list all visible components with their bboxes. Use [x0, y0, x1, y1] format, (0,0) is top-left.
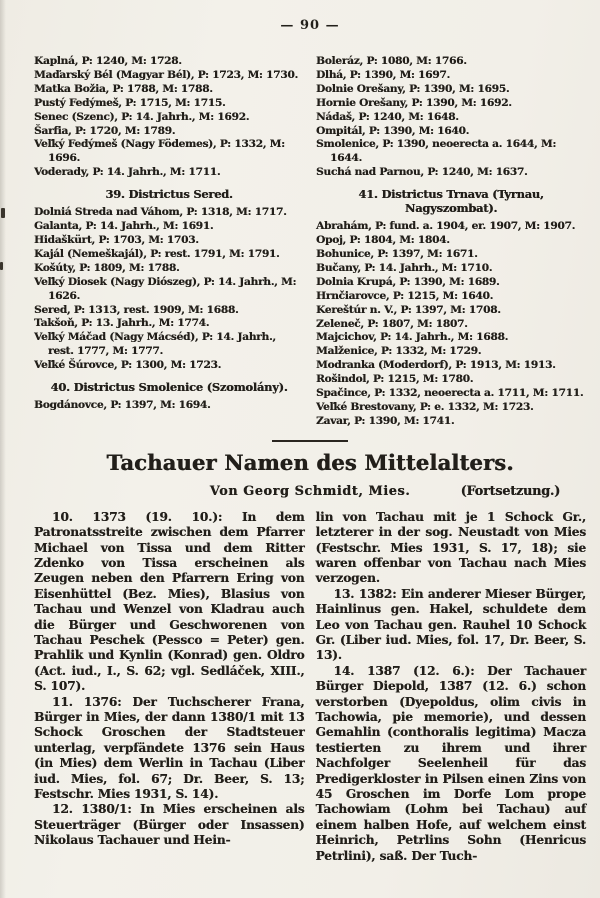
gazetteer-entry: Zavar, P: 1390, M: 1741.: [316, 414, 455, 427]
gazetteer-left-column: [34, 55, 304, 429]
gazetteer-entry: Boleráz, P: 1080, M: 1766.: [316, 55, 467, 67]
continuation-note: (Fortsetzung.): [460, 483, 560, 499]
article-byline-row: [34, 484, 586, 499]
scan-artifact: [0, 262, 3, 270]
article-body: [34, 510, 586, 864]
article-paragraph-10: 10. 1373 (19. 10.): In dem Patronatsstreite zwischen dem Pfarrer Michael von Tissa und dem Ritter Zdenko von Tissa erscheinen als Zeugen neben den Pfarrern Ering von Eisenhüttel (Bez. Mies), Blasius von Tachau und Wenzel von Kladrau auch die Bürger und Geschworenen von Tachau Peschek (Pessco = Peter) gen. Prahlik und Kynlin (Konrad) gen. Oldro (Act. iud., I., S. 62; vgl. Sedláček, XIII., S. 107).: [34, 509, 305, 694]
article-paragraph-11: 11. 1376: Der Tuchscherer Frana, Bürger in Mies, der dann 1380/1 mit 13 Schock Groschen der Stadtsteuer unterlag, verpfändete 1376 sein Haus (in Mies) dem Werlin in Tachau (Liber iud. Mies, fol. 67; Dr. Beer, S. 13; Festschr. Mies 1931, S. 14).: [34, 694, 305, 802]
scan-artifact: [1, 208, 5, 218]
gazetteer-entry: Majcichov, P: 14. Jahrh., M: 1688.: [316, 331, 509, 344]
gazetteer-entry: Hornie Orešany, P: 1390, M: 1692.: [316, 96, 512, 109]
gazetteer-entry: Hrnčiarovce, P: 1215, M: 1640.: [316, 289, 494, 302]
gazetteer-entry: Kereštúr n. V., P: 1397, M: 1708.: [316, 303, 501, 316]
gazetteer-entry: Dlhá, P: 1390, M: 1697.: [316, 68, 450, 81]
gazetteer-entry: Zeleneč, P: 1807, M: 1807.: [316, 317, 468, 330]
gazetteer-entry: Sered, P: 1313, rest. 1909, M: 1688.: [34, 303, 239, 316]
gazetteer-entry: Dolnia Krupá, P: 1390, M: 1689.: [316, 275, 500, 288]
gazetteer-entry: Nádaš, P: 1240, M: 1648.: [316, 110, 459, 123]
gazetteer-entry: Veľké Brestovany, P: e. 1332, M: 1723.: [316, 400, 534, 413]
gazetteer-entry: Suchá nad Parnou, P: 1240, M: 1637.: [316, 166, 528, 179]
article-title: Tachauer Namen des Mittelalters.: [106, 449, 514, 475]
article-left-column: [34, 510, 305, 864]
gazetteer-entry: Dolnie Orešany, P: 1390, M: 1695.: [316, 82, 510, 95]
gazetteer-entry: Ompitál, P: 1390, M: 1640.: [316, 124, 470, 137]
gazetteer-entry: Veľký Fedýmeš (Nagy Födemes), P: 1332, M: 1696.: [34, 138, 285, 165]
district-heading-41: 41. Districtus Trnava (Tyrnau, Nagyszombat).: [358, 187, 544, 216]
section-divider-rule: [272, 440, 348, 442]
gazetteer-entry: Malženice, P: 1332, M: 1729.: [316, 345, 482, 358]
article-byline: Von Georg Schmidt, Mies.: [209, 483, 411, 499]
gazetteer-entry: Bohunice, P: 1397, M: 1671.: [316, 247, 478, 260]
gazetteer-entry: Modranka (Moderdorf), P: 1913, M: 1913.: [316, 359, 556, 372]
gazetteer-entry: Veľký Diosek (Nagy Diószeg), P: 14. Jahrh., M: 1626.: [34, 275, 297, 302]
gazetteer-entry: Veľký Máčad (Nagy Mácséd), P: 14. Jahrh., rest. 1777, M: 1777.: [34, 331, 276, 358]
district-heading-40: 40. Districtus Smolenice (Szomolány).: [50, 380, 288, 395]
gazetteer-entry: Galanta, P: 14. Jahrh., M: 1691.: [34, 220, 214, 233]
gazetteer-entry: Šarfia, P: 1720, M: 1789.: [34, 124, 176, 137]
article-paragraph-12: 12. 1380/1: In Mies erscheinen als Steuerträger (Bürger oder Insassen) Nikolaus Tachauer und Hein-: [34, 802, 305, 848]
gazetteer-entry: Senec (Szenc), P: 14. Jahrh., M: 1692.: [34, 110, 250, 123]
gazetteer-entry: Smolenice, P: 1390, neoerecta a. 1644, M: 1644.: [316, 138, 556, 165]
gazetteer-entry: Opoj, P: 1804, M: 1804.: [316, 234, 450, 247]
gazetteer-entry: Dolniá Streda nad Váhom, P: 1318, M: 1717.: [34, 206, 287, 219]
gazetteer-entry: Maďarský Bél (Magyar Bél), P: 1723, M: 1730.: [34, 68, 298, 81]
article-paragraph-13: 13. 1382: Ein anderer Mieser Bürger, Hainlinus gen. Hakel, schuldete dem Leo von Tachau gen. Rauhel 10 Schock Gr. (Liber iud. Mies, fol. 17, Dr. Beer, S. 13).: [315, 586, 586, 663]
gazetteer-entry: Kajál (Nemeškajál), P: rest. 1791, M: 1791.: [34, 247, 280, 260]
gazetteer-entry: Voderady, P: 14. Jahrh., M: 1711.: [34, 166, 221, 179]
gazetteer-entry: Pustý Fedýmeš, P: 1715, M: 1715.: [34, 96, 226, 109]
gazetteer-entry: Matka Božia, P: 1788, M: 1788.: [34, 82, 213, 95]
district-heading-39: 39. Districtus Sered.: [105, 187, 233, 202]
gazetteer-entry: Hidaškürt, P: 1703, M: 1703.: [34, 233, 199, 246]
gazetteer-entry: Rošindol, P: 1215, M: 1780.: [316, 373, 474, 386]
gazetteer-entry: Takšoň, P: 13. Jahrh., M: 1774.: [34, 317, 210, 330]
article-paragraph-14: 14. 1387 (12. 6.): Der Tachauer Bürger Diepold, 1387 (12. 6.) schon verstorben (Dyepoldus, olim civis in Tachowia, pie memorie), und dessen Gemahlin (conthoralis legitima) Macza testierten zu ihrem und ihrer Nachfolger Seelenheil für das Predigerkloster in Pilsen einen Zins von 45 Groschen im Dorfe Lom prope Tachowiam (Lohm bei Tachau) auf einem halben Hofe, auf welchem einst Heinrich, Petrlins Sohn (Henricus Petrlini), saß. Der Tuch-: [315, 663, 586, 863]
gazetteer-entry: Kaplná, P: 1240, M: 1728.: [34, 55, 182, 67]
gazetteer-right-column: [316, 55, 586, 429]
article-paragraph-12-continued: lin von Tachau mit je 1 Schock Gr., letzterer in der sog. Neustadt von Mies (Festschr. Mies 1931, S. 17, 18); sie waren offenbar von Tachau nach Mies verzogen.: [315, 509, 586, 586]
gazetteer-entry: Košúty, P: 1809, M: 1788.: [34, 261, 180, 274]
gazetteer-entry: Abrahám, P: fund. a. 1904, er. 1907, M: 1907.: [316, 220, 576, 233]
page-number: — 90 —: [280, 18, 340, 33]
gazetteer-entry: Spačince, P: 1332, neoerecta a. 1711, M: 1711.: [316, 387, 584, 400]
gazetteer-entry: Bogdánovce, P: 1397, M: 1694.: [34, 399, 211, 412]
gazetteer-entry: Bučany, P: 14. Jahrh., M: 1710.: [316, 261, 493, 274]
gazetteer-entry: Veľké Šúrovce, P: 1300, M: 1723.: [34, 359, 222, 372]
article-right-column: [316, 510, 587, 864]
gazetteer-section: [34, 55, 586, 429]
